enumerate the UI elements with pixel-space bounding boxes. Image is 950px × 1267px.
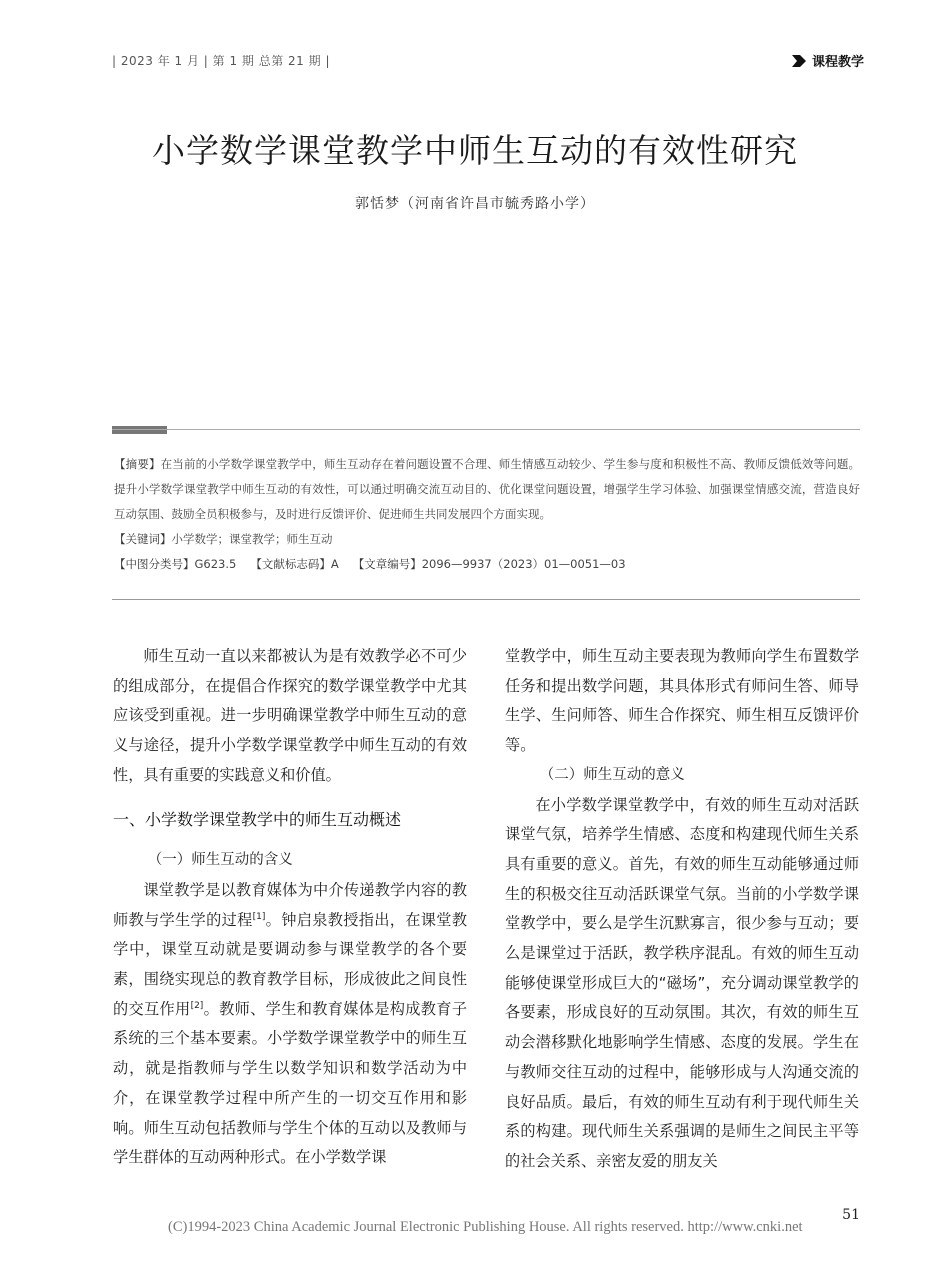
abstract-top-rule — [112, 429, 860, 430]
page-number: 51 — [842, 1207, 860, 1223]
section-heading: 一、小学数学课堂教学中的师生互动概述 — [113, 809, 402, 829]
classification-line — [114, 552, 860, 577]
keywords-label: 【关键词】 — [114, 532, 172, 546]
citation-ref: [1] — [252, 911, 266, 922]
article-title: 小学数学课堂教学中师生互动的有效性研究 — [152, 131, 798, 170]
issue-info: | 2023 年 1 月 | 第 1 期 总第 21 期 | — [112, 54, 330, 68]
abstract-paragraph — [114, 452, 860, 527]
arrow-mark-icon — [792, 55, 806, 67]
abstract-bottom-rule — [112, 599, 860, 600]
body-paragraph — [113, 876, 467, 1173]
body-text: 课堂教学是以教育媒体为中介传递教学内容的教师教与学生学的过程 — [113, 880, 467, 929]
body-paragraph-continued: 堂教学中，师生互动主要表现为教师向学生布置数学任务和提出数学问题，其具体形式有师问生答、师导生学、生问师答、师生合作探究、师生相互反馈评价等。 — [505, 647, 859, 755]
clc-value: G623.5 — [194, 557, 237, 571]
section-label — [792, 51, 864, 70]
subsection-heading: （一）师生互动的含义 — [147, 852, 293, 869]
body-text: 。钟启泉教授指出，在课堂教学中，课堂互动就是要调动参与课堂教学的各个要素，围绕实现总的教育教学目标，形成彼此之间良性的交互作用 — [113, 910, 468, 1018]
citation-ref: [2] — [190, 1000, 204, 1011]
right-column — [505, 642, 859, 1177]
body-paragraph: 在小学数学课堂教学中，有效的师生互动对活跃课堂气氛，培养学生情感、态度和构建现代师生关系具有重要的意义。首先，有效的师生互动能够通过师生的积极交往互动活跃课堂气氛。当前的小学数学课堂教学中，要么是学生沉默寡言，很少参与互动；要么是课堂过于活跃，教学秩序混乱。有效的师生互动能够使课堂形成巨大的“磁场”，充分调动课堂教学的各要素，形成良好的互动氛围。其次，有效的师生互动会潜移默化地影响学生情感、态度的发展。学生在与教师交往互动的过程中，能够形成与人沟通交流的良好品质。最后，有效的师生互动有利于现代师生关系的构建。现代师生关系强调的是师生之间民主平等的社会关系、亲密友爱的朋友关 — [505, 795, 859, 1170]
keywords-line — [114, 527, 860, 552]
doc-code-value: A — [330, 557, 339, 571]
copyright-footer: (C)1994-2023 China Academic Journal Electronic Publishing House. All rights reserved. http://www.cnki.net — [168, 1219, 803, 1235]
abstract-marker-bar — [112, 426, 167, 434]
intro-paragraph: 师生互动一直以来都被认为是有效教学必不可少的组成部分，在提倡合作探究的数学课堂教学中尤其应该受到重视。进一步明确课堂教学中师生互动的意义与途径，提升小学数学课堂教学中师生互动的有效性，具有重要的实践意义和价值。 — [113, 647, 467, 784]
left-column — [113, 642, 467, 1173]
section-name: 课程教学 — [811, 55, 864, 70]
article-no-value: 2096—9937（2023）01—0051—03 — [421, 557, 626, 571]
body-text: 。教师、学生和教育媒体是构成教育子系统的三个基本要素。小学数学课堂教学中的师生互动，就是指教师与学生以数学知识和数学活动为中介，在课堂教学过程中所产生的一切交互作用和影响。师生互动包括教师与学生个体的互动以及教师与学生群体的互动两种形式。在小学数学课 — [113, 999, 468, 1167]
doc-code-label: 【文献标志码】 — [250, 557, 331, 571]
abstract-label: 【摘要】 — [114, 457, 161, 471]
keywords-text: 小学数学；课堂教学；师生互动 — [171, 532, 333, 546]
abstract-text: 在当前的小学数学课堂教学中，师生互动存在着问题设置不合理、师生情感互动较少、学生参与度和积极性不高、教师反馈低效等问题。提升小学数学课堂教学中师生互动的有效性，可以通过明确交流互动目的、优化课堂问题设置，增强学生学习体验、加强课堂情感交流，营造良好互动氛围、鼓励全员积极参与，及时进行反馈评价、促进师生共同发展四个方面实现。 — [114, 457, 860, 521]
subsection-heading: （二）师生互动的意义 — [539, 766, 685, 783]
article-author: 郭恬梦（河南省许昌市毓秀路小学） — [355, 196, 595, 212]
article-no-label: 【文章编号】 — [352, 557, 422, 571]
abstract-block — [114, 452, 860, 577]
clc-label: 【中图分类号】 — [114, 557, 195, 571]
